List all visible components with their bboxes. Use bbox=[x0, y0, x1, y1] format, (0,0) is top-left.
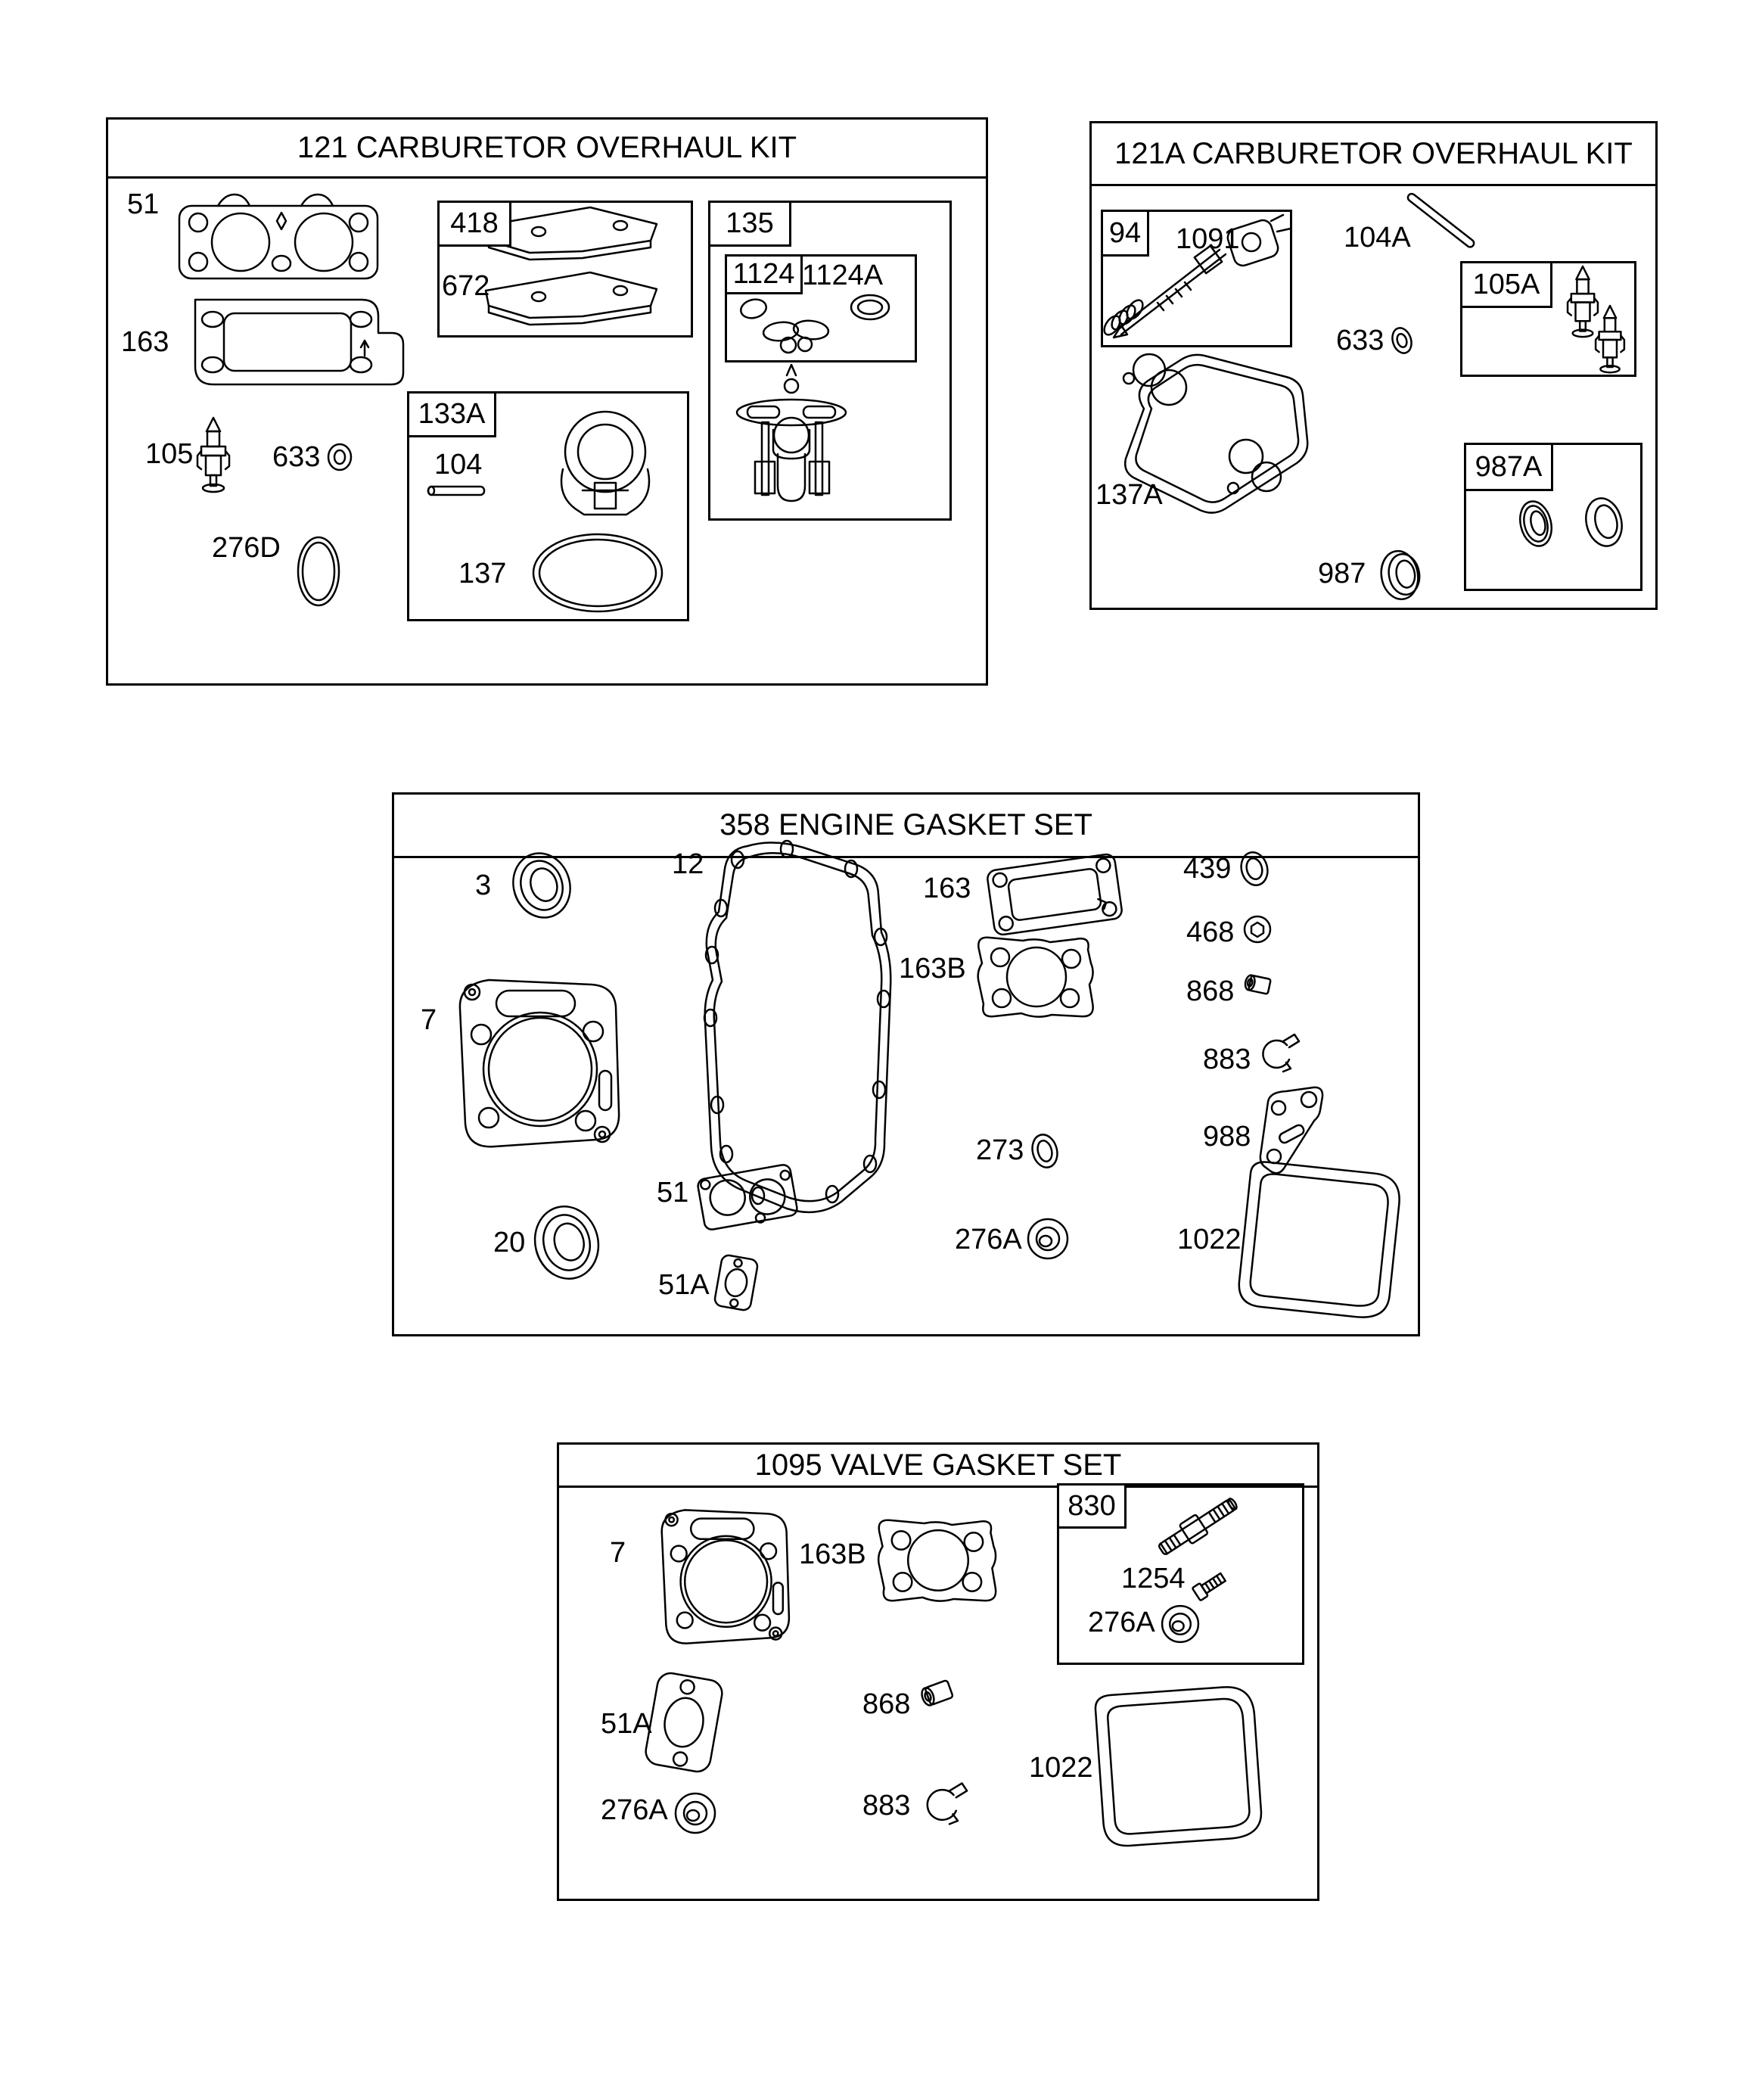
label-273: 273 bbox=[976, 1134, 1024, 1166]
label-633: 633 bbox=[272, 441, 321, 473]
label-276a830: 276A bbox=[1088, 1607, 1155, 1638]
label-51a2: 51A bbox=[601, 1708, 652, 1740]
label-163: 163 bbox=[121, 326, 169, 358]
chip-135: 135 bbox=[708, 201, 791, 247]
label-633a: 633 bbox=[1336, 325, 1385, 356]
label-276a2: 276A bbox=[601, 1794, 668, 1826]
label-163c: 163 bbox=[923, 873, 971, 904]
label-988: 988 bbox=[1203, 1121, 1251, 1153]
label-439: 439 bbox=[1183, 853, 1232, 885]
label-1022b: 1022 bbox=[1029, 1752, 1093, 1784]
label-104: 104 bbox=[434, 449, 483, 481]
label-51b: 51 bbox=[657, 1177, 689, 1209]
kit-358-title: 358 ENGINE GASKET SET bbox=[394, 795, 1418, 858]
label-51: 51 bbox=[127, 188, 160, 220]
label-987: 987 bbox=[1318, 558, 1366, 590]
label-1022: 1022 bbox=[1177, 1224, 1242, 1255]
label-7: 7 bbox=[421, 1004, 437, 1036]
label-105: 105 bbox=[145, 438, 194, 470]
chip-105a: 105A bbox=[1460, 261, 1552, 308]
label-883b: 883 bbox=[862, 1790, 911, 1822]
label-3: 3 bbox=[475, 870, 492, 901]
label-163b2: 163B bbox=[799, 1538, 866, 1570]
label-1124a: 1124A bbox=[802, 260, 884, 291]
label-163b: 163B bbox=[899, 953, 966, 985]
label-276a: 276A bbox=[955, 1224, 1022, 1255]
kit-121-title: 121 CARBURETOR OVERHAUL KIT bbox=[108, 120, 986, 179]
label-12: 12 bbox=[672, 848, 704, 880]
label-672: 672 bbox=[442, 270, 490, 302]
kit-1095-title: 1095 VALVE GASKET SET bbox=[559, 1445, 1317, 1488]
label-1091: 1091 bbox=[1176, 223, 1240, 255]
label-20: 20 bbox=[493, 1227, 526, 1258]
chip-133a: 133A bbox=[407, 391, 496, 437]
label-137: 137 bbox=[458, 558, 507, 590]
kit-358-box bbox=[392, 792, 1420, 1336]
chip-987a: 987A bbox=[1464, 443, 1553, 491]
chip-94: 94 bbox=[1101, 210, 1149, 257]
label-868b: 868 bbox=[862, 1688, 911, 1720]
kit-121a-title: 121A CARBURETOR OVERHAUL KIT bbox=[1092, 123, 1655, 186]
label-7b: 7 bbox=[610, 1537, 626, 1569]
label-104a: 104A bbox=[1344, 222, 1411, 254]
label-51a: 51A bbox=[658, 1269, 710, 1301]
label-276d: 276D bbox=[212, 532, 281, 564]
label-468: 468 bbox=[1186, 916, 1235, 948]
chip-830: 830 bbox=[1057, 1483, 1127, 1529]
chip-418: 418 bbox=[437, 201, 511, 247]
label-137a: 137A bbox=[1095, 479, 1163, 511]
chip-1124: 1124 bbox=[725, 254, 803, 294]
label-1254: 1254 bbox=[1121, 1563, 1186, 1594]
label-868: 868 bbox=[1186, 975, 1235, 1007]
label-883: 883 bbox=[1203, 1044, 1251, 1075]
